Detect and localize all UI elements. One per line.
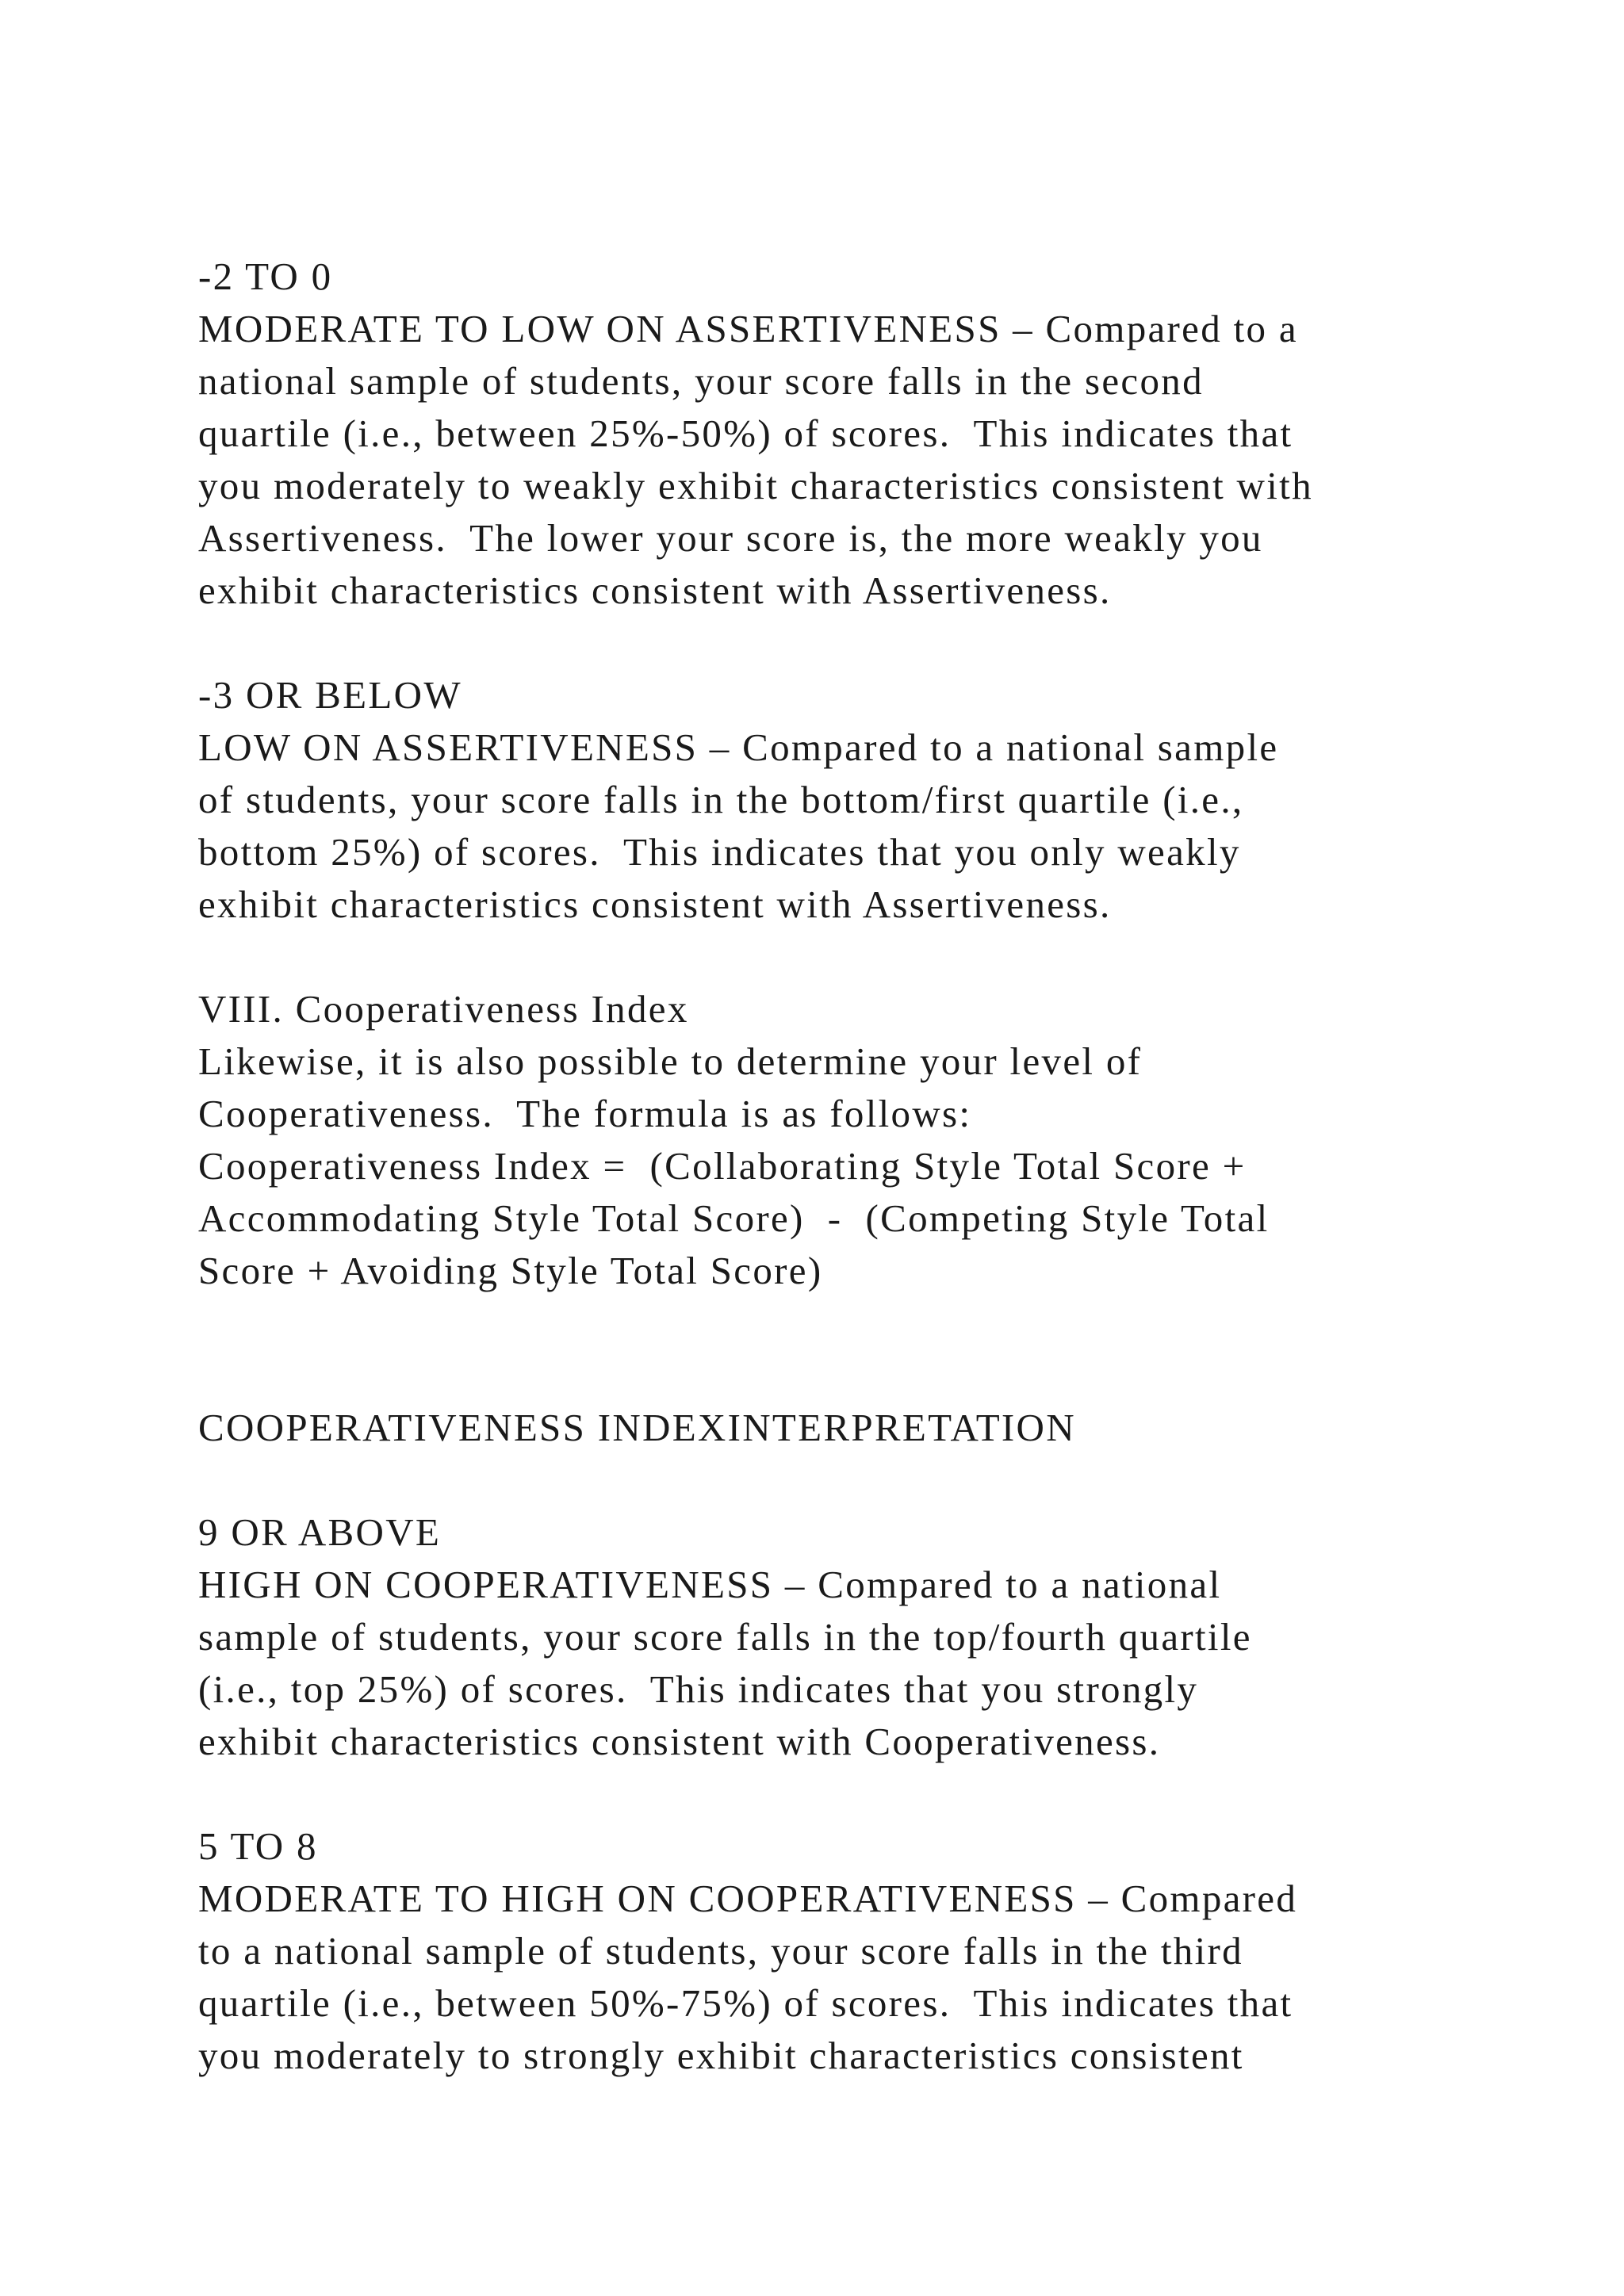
- text-line: bottom 25%) of scores. This indicates that you only weakly: [198, 830, 1241, 874]
- range-heading-minus3-or-below: -3 OR BELOW: [198, 673, 462, 717]
- text-line: exhibit characteristics consistent with Assertiveness.: [198, 882, 1112, 926]
- section-heading: VIII. Cooperativeness Index: [198, 987, 689, 1031]
- text-line: MODERATE TO HIGH ON COOPERATIVENESS – Compared: [198, 1877, 1298, 1920]
- text-line: LOW ON ASSERTIVENESS – Compared to a national sample: [198, 725, 1279, 769]
- text-line: (i.e., top 25%) of scores. This indicates that you strongly: [198, 1667, 1199, 1711]
- range-heading-9-or-above: 9 OR ABOVE: [198, 1510, 442, 1554]
- formula-line: Accommodating Style Total Score) - (Competing Style Total: [198, 1196, 1270, 1240]
- text-line: exhibit characteristics consistent with Cooperativeness.: [198, 1720, 1161, 1763]
- text-line: HIGH ON COOPERATIVENESS – Compared to a national: [198, 1563, 1222, 1606]
- text-line: Assertiveness. The lower your score is, the more weakly you: [198, 516, 1263, 560]
- text-line: national sample of students, your score falls in the second: [198, 359, 1204, 403]
- range-heading-5-to-8: 5 TO 8: [198, 1824, 318, 1868]
- text-line: MODERATE TO LOW ON ASSERTIVENESS – Compared to a: [198, 307, 1298, 350]
- table-header: COOPERATIVENESS INDEXINTERPRETATION: [198, 1406, 1076, 1449]
- text-line: Cooperativeness. The formula is as follows:: [198, 1092, 972, 1135]
- formula-line: Score + Avoiding Style Total Score): [198, 1249, 823, 1292]
- text-line: you moderately to strongly exhibit characteristics consistent: [198, 2034, 1244, 2077]
- text-line: exhibit characteristics consistent with Assertiveness.: [198, 568, 1112, 612]
- text-line: you moderately to weakly exhibit characteristics consistent with: [198, 464, 1313, 507]
- text-line: Likewise, it is also possible to determine your level of: [198, 1039, 1143, 1083]
- text-line: of students, your score falls in the bottom/first quartile (i.e.,: [198, 778, 1244, 821]
- range-heading-minus2-to-0: -2 TO 0: [198, 254, 333, 298]
- text-line: quartile (i.e., between 25%-50%) of scores. This indicates that: [198, 411, 1293, 455]
- formula-line: Cooperativeness Index = (Collaborating Style Total Score +: [198, 1144, 1247, 1188]
- text-line: quartile (i.e., between 50%-75%) of scores. This indicates that: [198, 1981, 1293, 2025]
- text-line: to a national sample of students, your score falls in the third: [198, 1929, 1243, 1973]
- text-line: sample of students, your score falls in the top/fourth quartile: [198, 1615, 1252, 1659]
